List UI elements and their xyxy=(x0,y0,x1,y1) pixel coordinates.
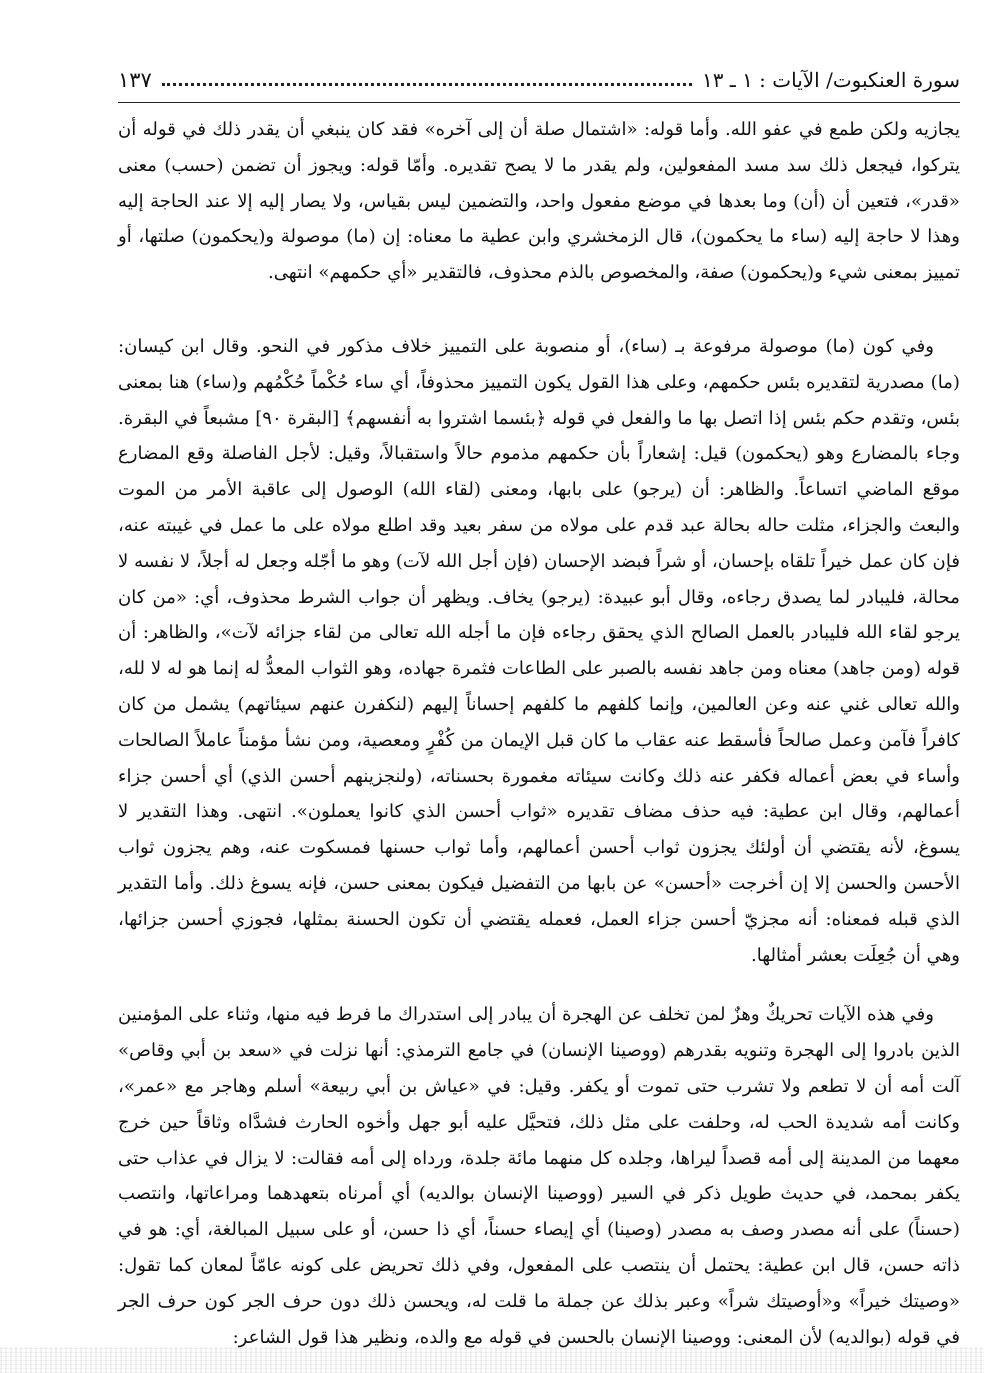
running-title: سورة العنكبوت/ الآيات : ١ ـ ١٣ xyxy=(702,68,960,92)
header-dot-leader xyxy=(162,83,692,86)
header-rule xyxy=(118,102,960,103)
page-number: ١٣٧ xyxy=(118,68,152,92)
paragraph: وفي هذه الآيات تحريكٌ وهزٌ لمن تخلف عن الهجرة أن يبادر إلى استدراك ما فرط فيه منها، وثناء على المؤمنين الذين بادروا إلى الهجرة وتنويه بقدرهم (ووصينا الإنسان) في جامع الترمذي: أنها نزلت في «سعد بن أبي وقاص» آلت أمه أن لا تطعم ولا تشرب حتى تموت أو يكفر. وقيل: في «عياش بن أبي ربيعة» أسلم وهاجر مع «عمر»، وكانت أمه شديدة الحب له، وحلفت على مثل ذلك، فتحيَّل عليه أبو جهل وأخوه الحارث فشدَّاه وثاقاً حين خرج معهما من المدينة إلى أمه قصداً ليراها، وجلده كل منهما مائة جلدة، ورداه إلى أمه فقالت: لا يزال في عذاب حتى يكفر بمحمد، في حديث طويل ذكر في السير (ووصينا الإنسان بوالديه) أي أمرناه بتعهدهما ومراعاتها، وانتصب (حسناً) على أنه مصدر وصف به مصدر (وصينا) أي إيصاء حسناً، أي ذا حسن، أو على سبيل المبالغة، أي: هو في ذاته حسن، قال ابن عطية: يحتمل أن ينتصب على المفعول، وفي ذلك تحريض على كونه عامّاً لمعان كما تقول: «وصيتك خيراً» و«أوصيتك شراً» وعبر بذلك عن جملة ما قلت له، ويحسن ذلك دون حرف الجر كون حرف الجر في قوله (بوالديه) لأن المعنى: ووصينا الإنسان بالحسن في قوله مع والده، ونظير هذا قول الشاعر: xyxy=(118,1004,960,1348)
page-header xyxy=(118,60,960,100)
page-body xyxy=(118,112,960,1355)
paragraph: وفي كون (ما) موصولة مرفوعة بـ (ساء)، أو منصوبة على التمييز خلاف مذكور في النحو. وقال ابن كيسان: (ما) مصدرية لتقديره بئس حكمهم، وعلى هذا القول يكون التمييز محذوفاً، أي ساء حُكْماً حُكْمُهم و(ساء) هنا بمعنى بئس، وتقدم حكم بئس إذا اتصل بها ما والفعل في قوله ﴿بئسما اشتروا به أنفسهم﴾ [البقرة ٩٠] مشبعاً في البقرة. وجاء بالمضارع وهو (يحكمون) قيل: إشعاراً بأن حكمهم مذموم حالاً واستقبالاً، وقيل: لأجل الفاصلة وقع المضارع موقع الماضي اتساعاً. والظاهر: أن (يرجو) على بابها، ومعنى (لقاء الله) الوصول إلى عاقبة الأمر من الموت والبعث والجزاء، مثلت حاله بحالة عبد قدم على مولاه من سفر بعيد وقد اطلع مولاه على ما عمل في غيبته عنه، فإن كان عمل خيراً تلقاه بإحسان، أو شراً فبضد الإحسان (فإن أجل الله لآت) وهو ما أجّله وجعل له أجلاً، لا نفسه لا محالة، فليبادر لما يصدق رجاءه، وقال أبو عبيدة: (يرجو) يخاف. ويظهر أن جواب الشرط محذوف، أي: «من كان يرجو لقاء الله فليبادر بالعمل الصالح الذي يحقق رجاءه فإن ما أجله الله تعالى من لقاء جزائه لآت»، والظاهر: أن قوله (ومن جاهد) معناه ومن جاهد نفسه بالصبر على الطاعات فثمرة جهاده، وهو الثواب المعدُّ له إنما هو له لا لله، والله تعالى غني عنه وعن العالمين، وإنما كلفهم ما كلفهم إحساناً إليهم (لنكفرن عنهم سيئاتهم) يشمل من كان كافراً فآمن وعمل صالحاً فأسقط عنه عقاب ما كان قبل الإيمان من كُفْرٍ ومعصية، ومن نشأ مؤمناً عاملاً الصالحات وأساء في بعض أعماله فكفر عنه ذلك وكانت سيئاته مغمورة بحسناته، (ولنجزينهم أحسن الذي) أي أحسن جزاء أعمالهم، وقال ابن عطية: فيه حذف مضاف تقديره «ثواب أحسن الذي كانوا يعملون». انتهى. وهذا التقدير لا يسوغ، لأنه يقتضي أن أولئك يجزون ثواب أحسن أعمالهم، وأما ثواب حسنها فمسكوت عنه، وهم يجزون ثواب الأحسن والحسن إلا إن أخرجت «أحسن» عن بابها من التفضيل فيكون بمعنى حسن، فإنه يسوغ ذلك. وأما التقدير الذي قبله فمعناه: أنه مجزيّ أحسن جزاء العمل، فعمله يقتضي أن تكون الحسنة بمثلها، فجوزي أحسن جزائها، وهي أن جُعِلَت بعشر أمثالها. xyxy=(118,335,960,966)
paragraph: يجازيه ولكن طمع في عفو الله. وأما قوله: «اشتمال صلة أن إلى آخره» فقد كان ينبغي أن يقدر ذلك في قوله أن يتركوا، فيجعل ذلك سد مسد المفعولين، ولم يقدر ما لا يصح تقديره. وأمّا قوله: ويجوز أن تضمن (حسب) معنى «قدر»، فتعين أن (أن) وما بعدها في موضع مفعول واحد، والتضمين ليس بقياس، ولا يصار إليه إلا عند الحاجة إليه وهذا لا حاجة إليه (ساء ما يحكمون)، قال الزمخشري وابن عطية ما معناه: إن (ما) موصولة و(يحكمون) صلتها، أو تمييز بمعنى شيء و(يحكمون) صفة، والمخصوص بالذم محذوف، فالتقدير «أي حكمهم» انتهى. xyxy=(118,119,960,284)
scan-edge-noise xyxy=(0,1347,984,1373)
